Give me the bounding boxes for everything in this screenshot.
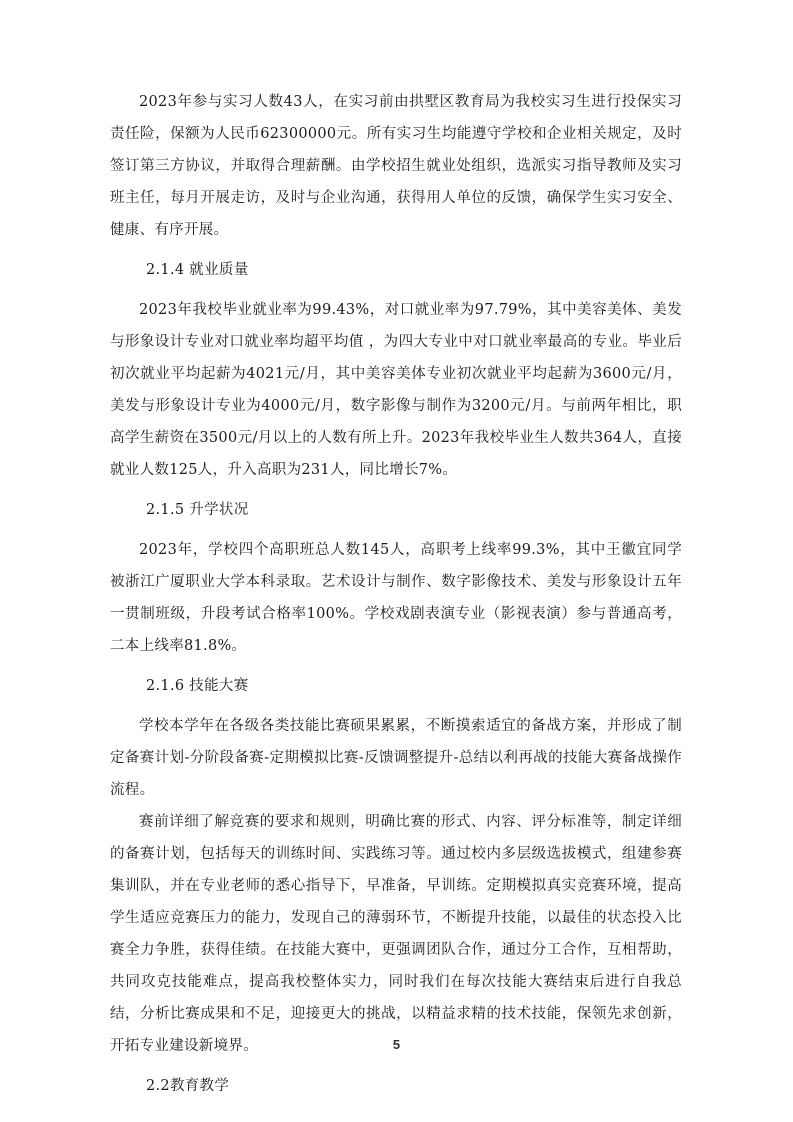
heading-education-teaching: 2.2教育教学 (146, 1078, 230, 1094)
heading-skills-competition: 2.1.6 技能大赛 (146, 678, 249, 694)
heading-employment-quality: 2.1.4 就业质量 (146, 262, 249, 278)
heading-further-study: 2.1.5 升学状况 (146, 502, 249, 518)
paragraph-further-study: 2023年，学校四个高职班总人数145人，高职考上线率99.3%，其中王徽宜同学被浙江广厦职业大学本科录取。艺术设计与制作、数字影像技术、美发与形象设计五年一贯制班级，升段考试合格率100%。学校戏剧表演专业（影视表演）参与普通高考，二本上线率81.8%。 (110, 542, 682, 654)
page-number: 5 (392, 1037, 401, 1052)
paragraph-employment-quality: 2023年我校毕业就业率为99.43%，对口就业率为97.79%，其中美容美体、美发与形象设计专业对口就业率均超平均值 ，为四大专业中对口就业率最高的专业。毕业后初次就业平均起薪为4021元/月，其中美容美体专业初次就业平均起薪为3600元/月，美发与形象设计专业为4000元/月，数字影像与制作为3200元/月。与前两年相比，职高学生薪资在3500元/月以上的人数有所上升。2023年我校毕业生人数共364人，直接就业人数125人，升入高职为231人，同比增长7%。 (110, 302, 682, 478)
paragraph-skills-competition-1: 学校本学年在各级各类技能比赛硕果累累，不断摸索适宜的备战方案，并形成了制定备赛计划-分阶段备赛-定期模拟比赛-反馈调整提升-总结以利再战的技能大赛备战操作流程。 (110, 718, 682, 798)
paragraph-skills-competition-2: 赛前详细了解竞赛的要求和规则，明确比赛的形式、内容、评分标准等，制定详细的备赛计划，包括每天的训练时间、实践练习等。通过校内多层级选拔模式，组建参赛集训队，并在专业老师的悉心指导下，早准备，早训练。定期模拟真实竞赛环境，提高学生适应竞赛压力的能力，发现自己的薄弱环节，不断提升技能，以最佳的状态投入比赛全力争胜，获得佳绩。在技能大赛中，更强调团队合作，通过分工合作，互相帮助，共同攻克技能难点，提高我校整体实力，同时我们在每次技能大赛结束后进行自我总结，分析比赛成果和不足，迎接更大的挑战，以精益求精的技术技能，保领先求创新，开拓专业建设新境界。 (110, 814, 682, 1054)
page-content (110, 86, 682, 1110)
paragraph-internship: 2023年参与实习人数43人，在实习前由拱墅区教育局为我校实习生进行投保实习责任险，保额为人民币62300000元。所有实习生均能遵守学校和企业相关规定，及时签订第三方协议，并取得合理薪酬。由学校招生就业处组织，选派实习指导教师及实习班主任，每月开展走访，及时与企业沟通，获得用人单位的反馈，确保学生实习安全、健康、有序开展。 (110, 94, 682, 238)
